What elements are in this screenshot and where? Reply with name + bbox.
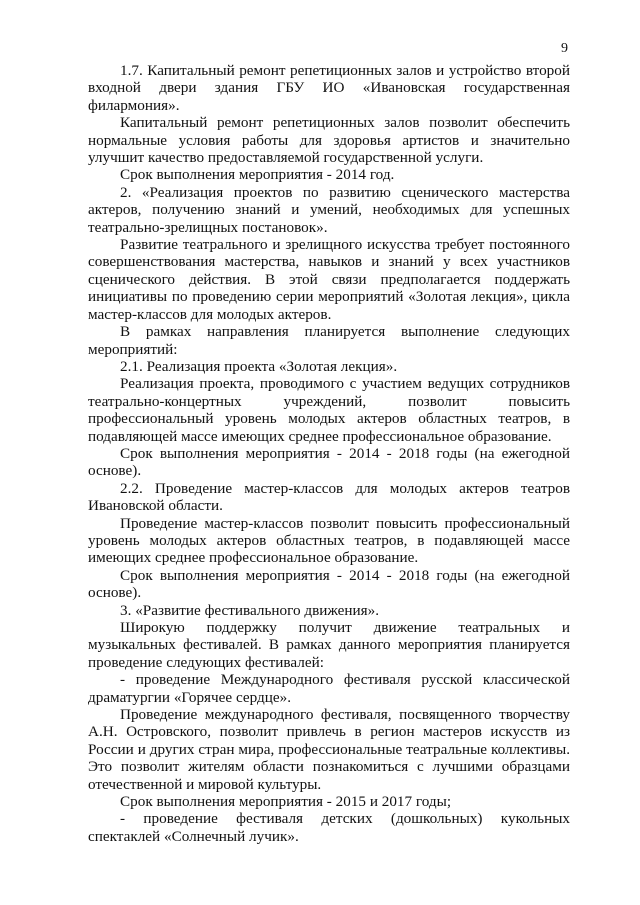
paragraph: Реализация проекта, проводимого с участием ведущих сотрудников театрально-концертных учреждений, позволит повысить профессиональный уровень молодых актеров областных театров, в подавляющей массе имеющих среднее профессиональное образование. bbox=[88, 375, 570, 445]
paragraph-2-title: 2. «Реализация проектов по развитию сценического мастерства актеров, получению знаний и умений, необходимых для успешных театрально-зрелищных постановок». bbox=[88, 183, 570, 236]
paragraph: В рамках направления планируется выполнение следующих мероприятий: bbox=[88, 323, 570, 358]
paragraph: Проведение мастер-классов позволит повысить профессиональный уровень молодых актеров областных театров, в подавляющей массе имеющих среднее профессиональное образование. bbox=[88, 514, 570, 567]
deadline-paragraph: Срок выполнения мероприятия - 2014 - 2018 годы (на ежегодной основе). bbox=[88, 566, 570, 602]
paragraph-2-2-title: 2.2. Проведение мастер-классов для молодых актеров театров Ивановской области. bbox=[88, 479, 570, 515]
paragraph: Проведение международного фестиваля, посвященного творчеству А.Н. Островского, позволит привлечь в регион мастеров искусств из России и других стран мира, профессиональные театральные коллективы. Это позволит жителям области познакомиться с лучшими образцами отечественной и мировой культуры. bbox=[88, 706, 570, 793]
paragraph: Развитие театрального и зрелищного искусства требует постоянного совершенствования мастерства, навыков и знаний у всех участников сценического действия. В этой связи предполагается поддержать инициативы по проведению серии мероприятий «Золотая лекция», цикла мастер-классов для молодых актеров. bbox=[88, 236, 570, 323]
paragraph-2-1-title: 2.1. Реализация проекта «Золотая лекция». bbox=[120, 357, 398, 375]
paragraph-3-title: 3. «Развитие фестивального движения». bbox=[120, 601, 380, 619]
list-item-festival: - проведение Международного фестиваля русской классической драматургии «Горячее сердце». bbox=[88, 671, 570, 706]
deadline-paragraph: Срок выполнения мероприятия - 2015 и 2017 годы; bbox=[120, 793, 452, 811]
paragraph-1-7-title: 1.7. Капитальный ремонт репетиционных залов и устройство второй входной двери здания ГБУ ИО «Ивановская государственная филармония». bbox=[88, 62, 570, 114]
paragraph: Широкую поддержку получит движение театральных и музыкальных фестивалей. В рамках данного мероприятия планируется проведение следующих фестивалей: bbox=[88, 619, 570, 671]
paragraph: Капитальный ремонт репетиционных залов позволит обеспечить нормальные условия работы для здоровья артистов и значительно улучшит качество предоставляемой государственной услуги. bbox=[88, 114, 570, 167]
page-number: 9 bbox=[561, 41, 568, 56]
list-item-festival: - проведение фестиваля детских (дошкольных) кукольных спектаклей «Солнечный лучик». bbox=[88, 810, 570, 845]
deadline-paragraph: Срок выполнения мероприятия - 2014 год. bbox=[120, 166, 395, 184]
document-body bbox=[88, 62, 570, 845]
deadline-paragraph: Срок выполнения мероприятия - 2014 - 2018 годы (на ежегодной основе). bbox=[88, 444, 570, 480]
